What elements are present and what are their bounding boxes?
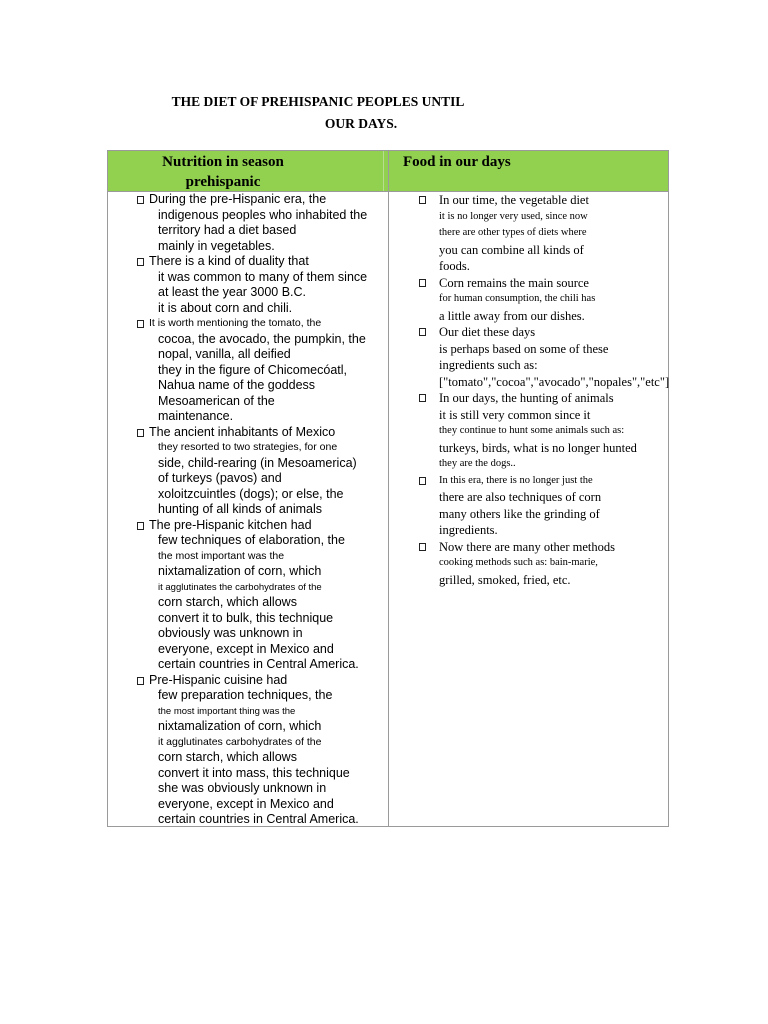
comparison-table [107,150,669,827]
list-item-text: In our days, the hunting of animals [439,391,614,405]
left-header-line: prehispanic [185,174,261,190]
list-item [136,254,386,316]
list-item-text: cocoa, the avocado, the pumpkin, the [158,331,366,346]
list-item-text: it is no longer very used, since now [439,210,588,222]
list-item [136,425,386,518]
list-item-text: corn starch, which allows [158,595,297,609]
list-item-text: The pre-Hispanic kitchen had [149,517,312,532]
list-item [417,324,669,390]
list-item-text: In this era, there is no longer just the [439,474,593,486]
list-item-text: side, child-rearing (in Mesoamerica) [158,455,357,470]
bullet-box-icon [137,196,144,204]
list-item-text: certain countries in Central America. [158,657,359,671]
list-item-text: at least the year 3000 B.C. [158,285,307,299]
list-item-text: In our time, the vegetable diet [439,193,589,207]
list-item-text: there are also techniques of corn [439,490,602,504]
list-item-text: few preparation techniques, the [158,688,333,702]
list-item-text: it agglutinates the carbohydrates of the [158,581,322,593]
bullet-box-icon [419,543,426,551]
list-item-text: it agglutinates carbohydrates of the [158,735,322,748]
list-item-text: convert it to bulk, this technique [158,610,334,625]
list-item-text: Pre-Hispanic cuisine had [149,672,288,687]
bullet-box-icon [137,522,144,530]
bullet-box-icon [137,429,144,437]
right-column-cell [417,192,669,588]
list-item-text: indigenous peoples who inhabited the [158,207,368,222]
list-item-text: During the pre-Hispanic era, the [149,192,327,206]
right-column-header: Food in our days [403,154,511,170]
list-item-text: they are the dogs.. [439,458,516,469]
list-item-text: territory had a diet based [158,223,297,237]
bullet-box-icon [419,394,426,402]
list-item-text: few techniques of elaboration, the [158,533,345,547]
list-item [136,316,386,425]
list-item-text: for human consumption, the chili has [439,293,596,304]
header-divider [383,151,384,191]
list-item-text: is perhaps based on some of these [439,341,609,356]
list-item-text: nixtamalization of corn, which [158,719,322,733]
list-item-text: nopal, vanilla, all deified [158,347,291,361]
list-item-text: everyone, except in Mexico and [158,641,334,656]
list-item-text: she was obviously unknown in [158,781,327,795]
list-item [417,275,669,325]
list-item-text: ingredients such as: [439,358,538,372]
list-item-text: Corn remains the main source [439,275,589,290]
list-item-text: they resorted to two strategies, for one [158,441,338,453]
list-item-text: of turkeys (pavos) and [158,471,282,485]
bullet-box-icon [137,677,144,685]
list-item [136,192,386,254]
list-item-text: it is about corn and chili. [158,300,293,315]
list-item [417,192,669,275]
list-item-text: it was common to many of them since [158,269,368,284]
list-item-text: mainly in vegetables. [158,238,275,253]
list-item [417,390,669,473]
list-item-text: a little away from our dishes. [439,308,585,323]
list-item [417,539,669,589]
list-item-text: there are other types of diets where [439,227,587,238]
left-column-header [108,152,338,192]
list-item-text: ingredients. [439,523,498,537]
bullet-box-icon [419,196,426,204]
list-item-text: xoloitzcuintles (dogs); or else, the [158,486,344,501]
document-title: THE DIET OF PREHISPANIC PEOPLES UNTIL [171,94,465,109]
list-item-text: everyone, except in Mexico and [158,796,334,811]
list-item-text: they in the figure of Chicomecóatl, [158,362,347,377]
list-item-text: Our diet these days [439,325,536,339]
list-item-text: maintenance. [158,409,234,423]
list-item-text: convert it into mass, this technique [158,765,350,780]
list-item-text: obviously was unknown in [158,626,303,640]
list-item-text: Now there are many other methods [439,539,615,554]
bullet-box-icon [419,328,426,336]
list-item-text: they continue to hunt some animals such as: [439,425,625,436]
list-item-text: It is worth mentioning the tomato, the [149,317,322,329]
list-item-text: many others like the grinding of [439,506,600,521]
document-title-continued: OUR DAYS. [324,116,398,131]
list-item [417,473,669,539]
list-item-text: it is still very common since it [439,407,591,422]
list-item-text: the most important thing was the [158,705,296,717]
list-item-text: you can combine all kinds of [439,242,584,257]
list-item-text: Mesoamerican of the [158,393,275,408]
bullet-box-icon [137,258,144,266]
bullet-box-icon [137,320,144,328]
list-item-text: grilled, smoked, fried, etc. [439,572,571,587]
column-divider [388,151,389,826]
bullet-box-icon [419,477,426,485]
left-header-line: Nutrition in season [162,154,284,170]
list-item-text: nixtamalization of corn, which [158,564,322,578]
list-item-text: corn starch, which allows [158,750,297,764]
list-item-text: Nahua name of the goddess [158,378,316,392]
list-item-text: There is a kind of duality that [149,254,309,268]
list-item-text: turkeys, birds, what is no longer hunted [439,440,637,455]
left-column-cell [136,192,386,828]
bullet-box-icon [419,279,426,287]
list-item-text: The ancient inhabitants of Mexico [149,424,336,439]
list-item-text: foods. [439,259,470,273]
list-item-text: the most important was the [158,549,285,562]
list-item-text: hunting of all kinds of animals [158,502,322,516]
list-item-text: cooking methods such as: bain-marie, [439,557,598,568]
list-item [136,518,386,673]
list-item-text: certain countries in Central America. [158,812,359,826]
list-item [136,673,386,828]
list-item-text: ["tomato","cocoa","avocado","nopales","etc"] [439,374,670,389]
